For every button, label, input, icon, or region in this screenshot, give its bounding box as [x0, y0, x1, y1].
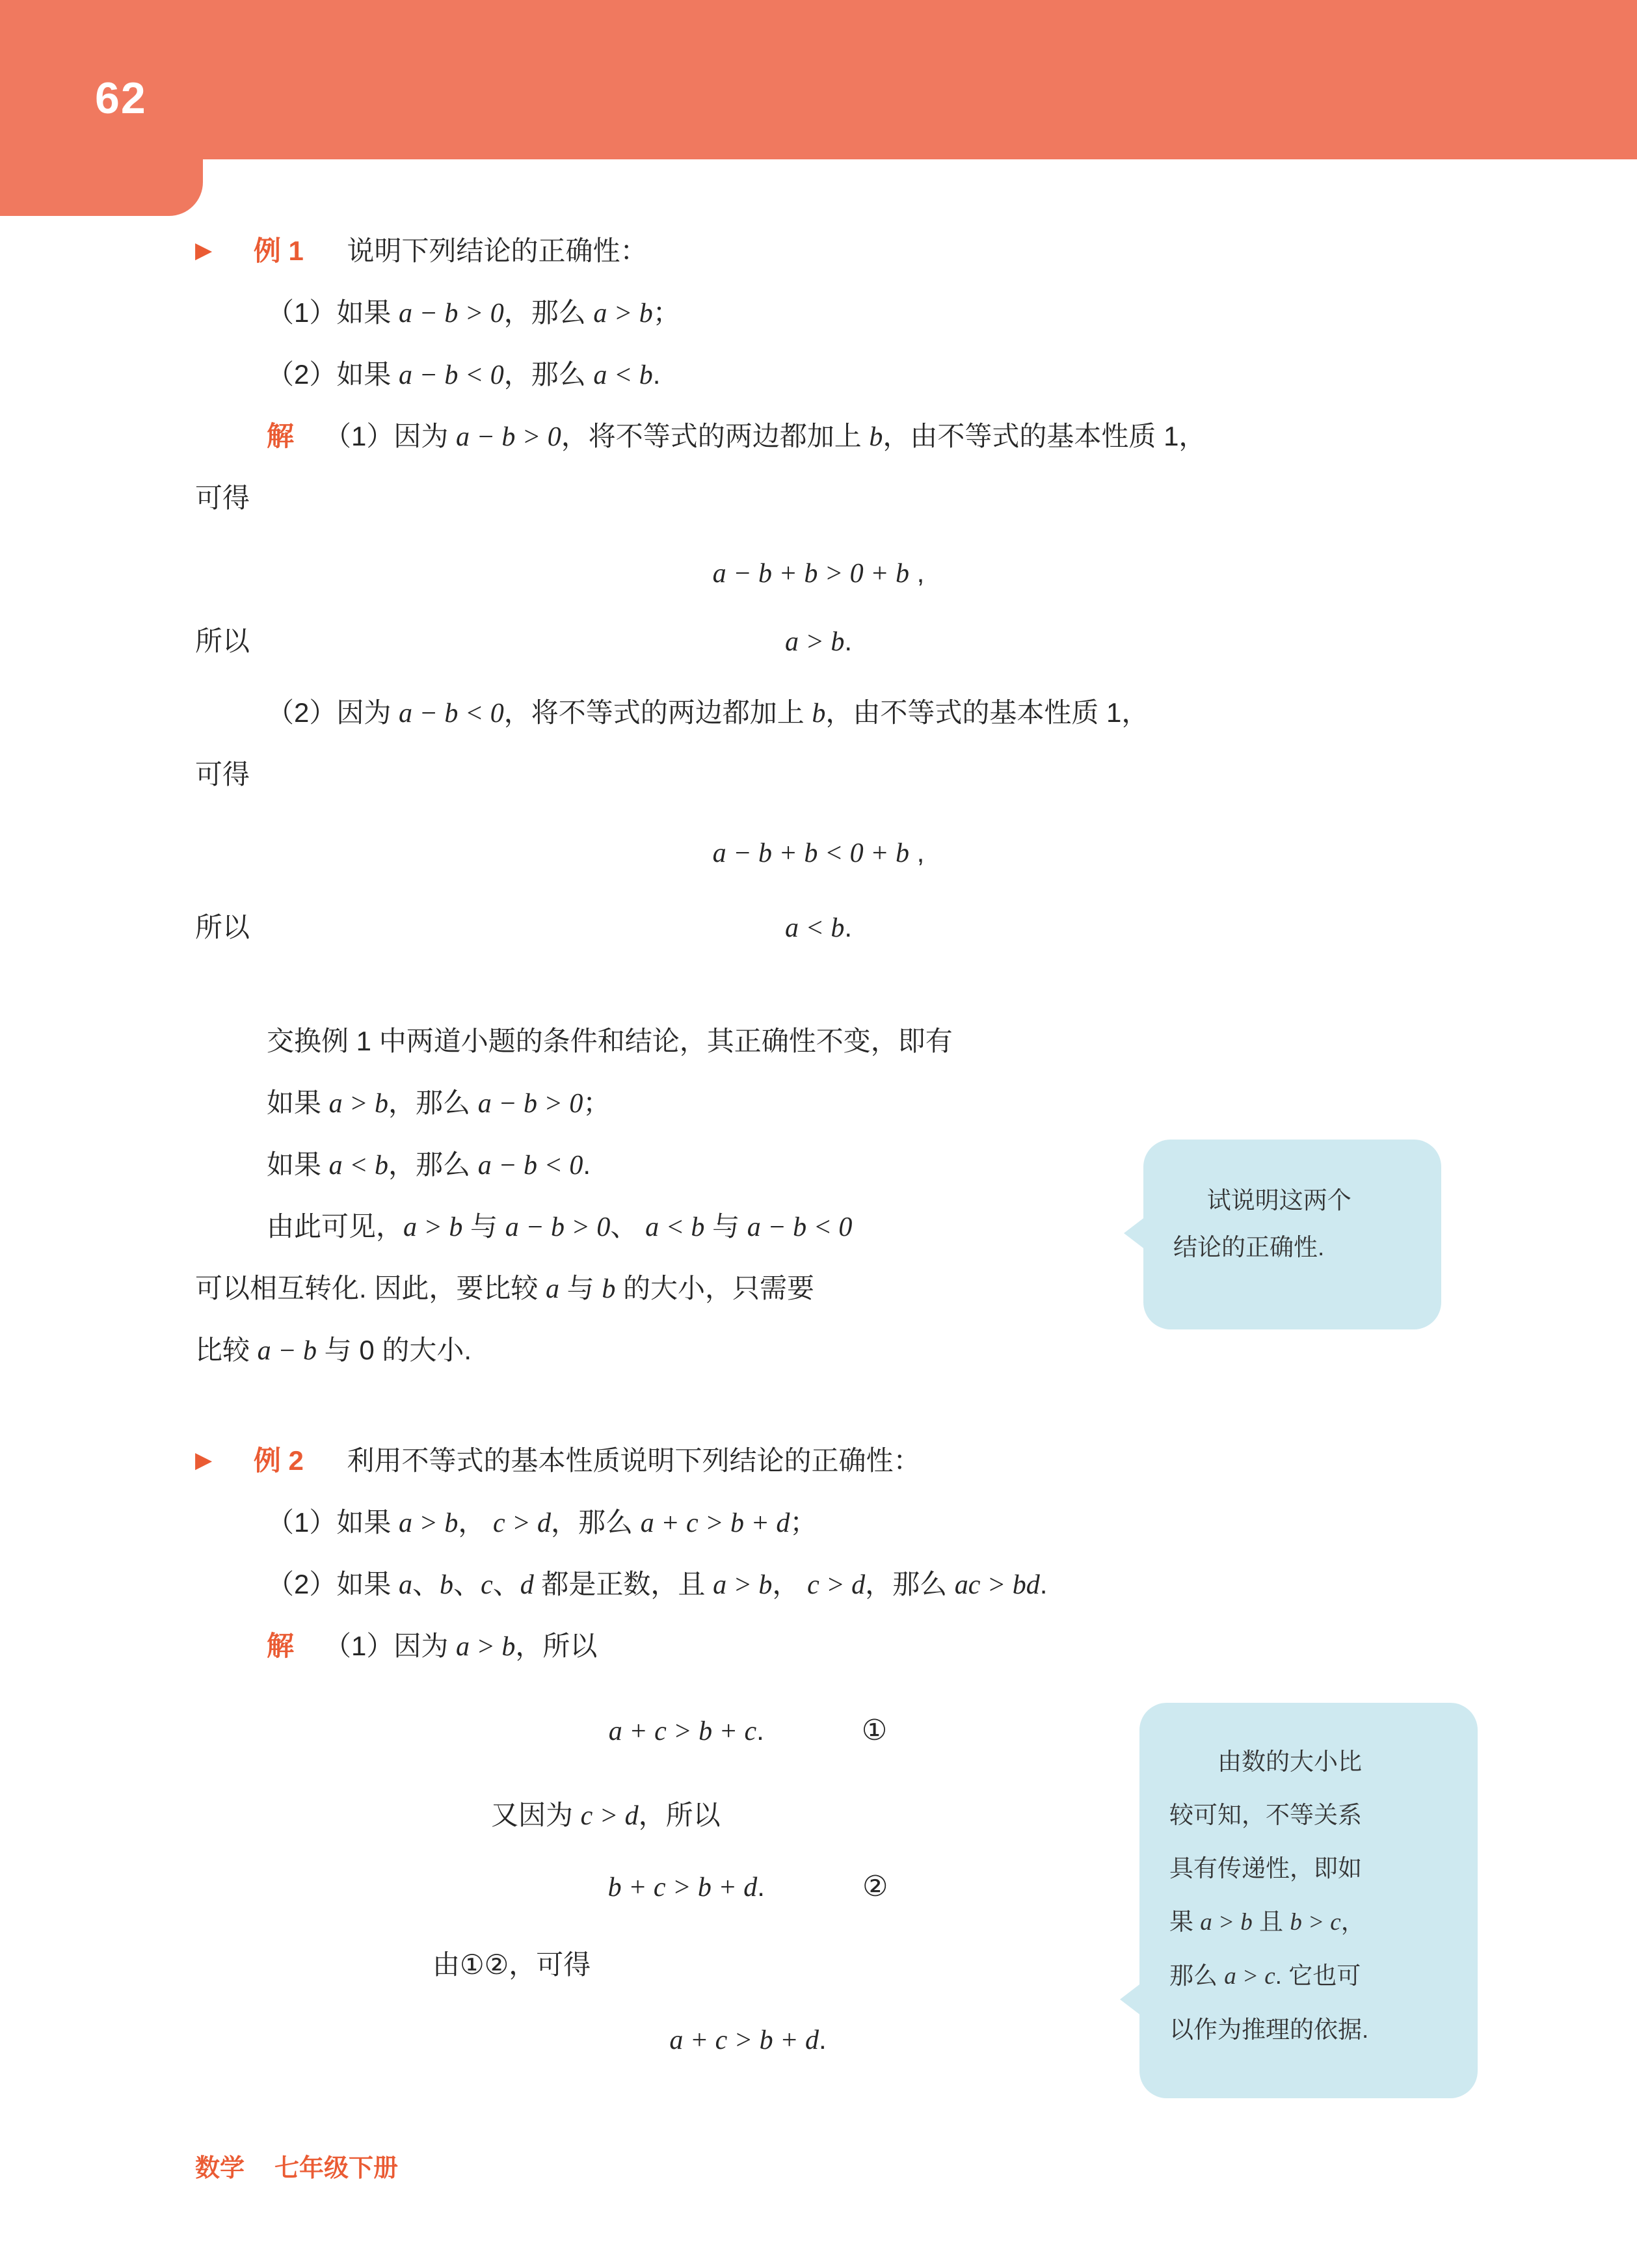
- bubble2-line2: 较可知，不等关系: [1169, 1802, 1362, 1828]
- conclusion-equation: a < b.: [784, 912, 852, 943]
- bubble2-line3: 具有传递性，即如: [1169, 1855, 1362, 1882]
- example-marker-icon: ▶: [195, 238, 213, 263]
- example1-solution-line2: （2）因为 a − b < 0，将不等式的两边都加上 b，由不等式的基本性质 1，: [267, 697, 1149, 728]
- example-marker-icon: ▶: [195, 1448, 213, 1473]
- circled-number-1: ①: [861, 1714, 888, 1746]
- bubble2-line6: 以作为推理的依据.: [1169, 2016, 1369, 2043]
- suoyi-label: 所以: [195, 912, 250, 942]
- footer-volume: 七年级下册: [274, 2155, 399, 2182]
- bubble2-line1: 由数的大小比: [1218, 1748, 1362, 1775]
- example1-heading: [195, 220, 1442, 282]
- equation-text: a + c > b + d.: [669, 2024, 827, 2055]
- equation-text: b + c > b + d.: [607, 1871, 765, 1902]
- equation-text: a + c > b + c.: [608, 1715, 764, 1746]
- paragraph-line4: 由此可见，a > b 与 a − b > 0、 a < b 与 a − b < 0: [267, 1211, 853, 1242]
- speech-bubble-2: [1139, 1703, 1478, 2098]
- header-bar: [0, 0, 1637, 159]
- bubble-tail-icon: [1120, 1982, 1142, 2016]
- paragraph-line3: 如果 a < b，那么 a − b < 0.: [267, 1149, 591, 1181]
- example1-solution-line1: [195, 405, 1442, 467]
- example2-heading: [195, 1430, 1442, 1491]
- example2-label: 例 2: [253, 1445, 304, 1476]
- paragraph-line6: 比较 a − b 与 0 的大小.: [195, 1335, 472, 1366]
- paragraph-line2: 如果 a > b，那么 a − b > 0；: [267, 1087, 611, 1119]
- bubble2-line5: 那么 a > c. 它也可: [1169, 1962, 1361, 1990]
- example1-title: 说明下列结论的正确性：: [347, 235, 648, 266]
- example1-label: 例 1: [253, 235, 304, 266]
- example2-solution-line1: [195, 1615, 1442, 1677]
- example2-equation3: [195, 2008, 1301, 2070]
- example1-conclusion1: [195, 610, 1442, 672]
- example1-equation2: a − b + b < 0 + b ,: [712, 837, 925, 868]
- suoyi-label: 所以: [195, 626, 250, 656]
- conclusion-equation: a > b.: [784, 626, 852, 657]
- solve-label: 解: [267, 1631, 295, 1661]
- bubble2-line4: 果 a > b 且 b > c，: [1169, 1908, 1365, 1936]
- solve-label: 解: [267, 421, 295, 451]
- example1-item1: （1）如果 a − b > 0，那么 a > b；: [267, 297, 680, 328]
- example1-kede2: 可得: [195, 759, 250, 790]
- paragraph-line5: 可以相互转化. 因此，要比较 a 与 b 的大小，只需要: [195, 1273, 815, 1304]
- example2-item2: （2）如果 a、b、c、d 都是正数，且 a > b， c > d，那么 ac > bd.: [267, 1569, 1048, 1600]
- footer-subject: 数学: [195, 2155, 245, 2182]
- example2-mid-line2: 由①②，可得: [433, 1949, 591, 1980]
- solution-text: （1）因为 a − b > 0，将不等式的两边都加上 b，由不等式的基本性质 1，: [324, 421, 1206, 452]
- circled-number-2: ②: [862, 1871, 888, 1902]
- example1-item2: （2）如果 a − b < 0，那么 a < b.: [267, 359, 661, 390]
- example2-equation1: [195, 1700, 1301, 1761]
- speech-bubble-1: [1143, 1140, 1441, 1329]
- paragraph-line1: 交换例 1 中两道小题的条件和结论，其正确性不变，即有: [267, 1026, 953, 1056]
- page-footer: [195, 2148, 398, 2183]
- page-number-tab: [0, 0, 203, 216]
- example2-title: 利用不等式的基本性质说明下列结论的正确性：: [347, 1445, 921, 1476]
- bubble1-line1: 试说明这两个: [1206, 1187, 1351, 1214]
- example2-item1: （1）如果 a > b， c > d，那么 a + c > b + d；: [267, 1507, 818, 1538]
- example2-equation2: [195, 1856, 1301, 1917]
- example2-mid-line1: 又因为 c > d，所以: [491, 1800, 721, 1831]
- example1-kede1: 可得: [195, 483, 250, 513]
- example1-conclusion2: [195, 896, 1442, 958]
- example1-equation1: a − b + b > 0 + b ,: [712, 557, 925, 589]
- bubble1-line2: 结论的正确性.: [1173, 1234, 1325, 1261]
- bubble-tail-icon: [1124, 1216, 1146, 1250]
- solution-text: （1）因为 a > b，所以: [324, 1631, 598, 1662]
- page-number: 62: [95, 73, 147, 123]
